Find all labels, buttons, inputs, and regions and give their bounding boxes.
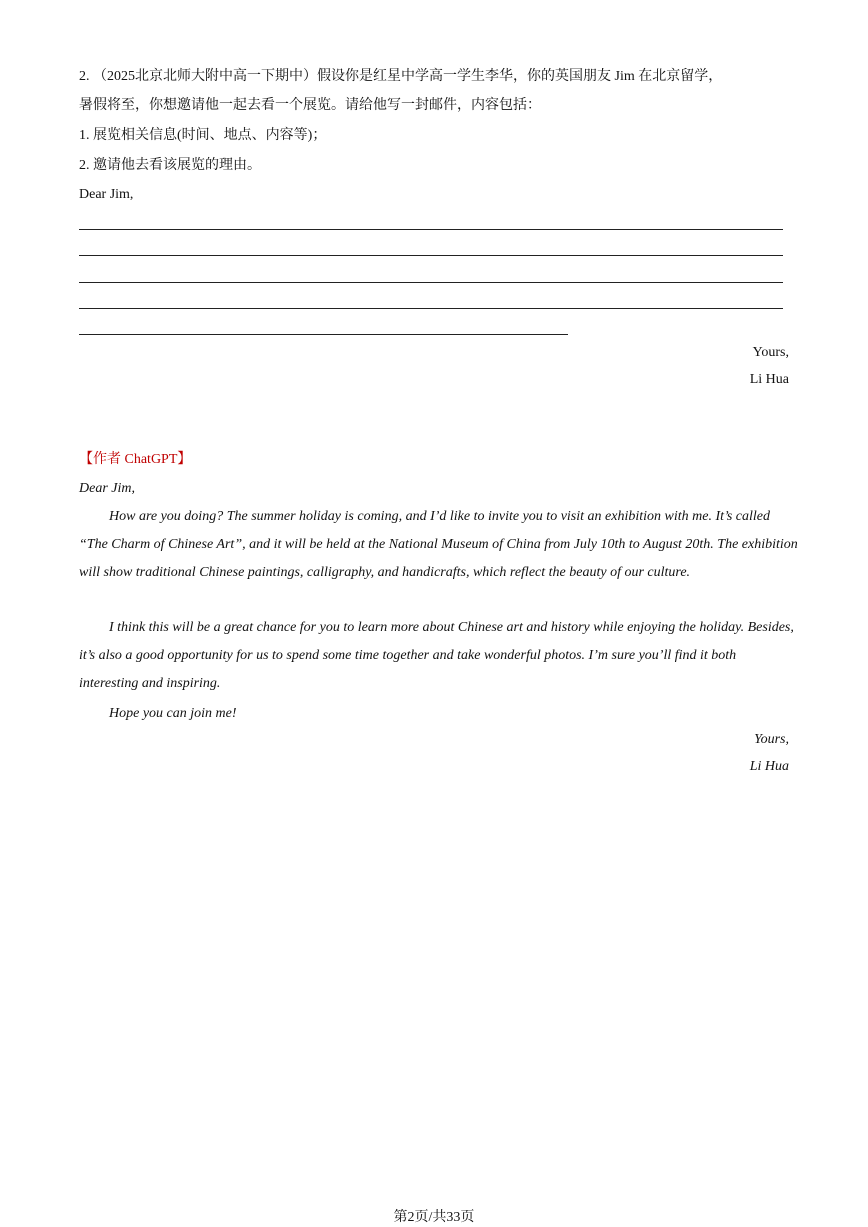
answer-paragraph-1: How are you doing? The summer holiday is coming, and I’d like to invite you to visit an exhibition with me. It’s called “The Charm of Chinese Art”, and it will be held at the National Museum of China from July 10th to August 20th. The exhibition will show traditional Chinese paintings, calligraphy, and handicrafts, which reflect the beauty of our culture. xyxy=(79,509,798,580)
answer-paragraph-2: I think this will be a great chance for you to learn more about Chinese art and history while enjoying the holiday. Besides, it’s also a good opportunity for us to spend some time together and take wonderful photos. I’m sure you’ll find it both interesting and inspiring. xyxy=(79,620,794,691)
question-point-1: 1. 展览相关信息(时间、地点、内容等)； xyxy=(79,128,327,143)
writing-line-4 xyxy=(79,308,783,309)
author-tag: 【作者 ChatGPT】 xyxy=(79,452,192,467)
answer-closing: Yours, xyxy=(754,732,789,747)
question-closing: Yours, xyxy=(752,345,789,360)
answer-paragraph-3: Hope you can join me! xyxy=(109,706,237,721)
page-number: 第2页/共33页 xyxy=(393,1210,475,1225)
writing-line-5 xyxy=(79,334,568,335)
answer-greeting: Dear Jim, xyxy=(79,481,135,496)
question-prompt-line1: 2. （2025北京北师大附中高一下期中）假设你是红星中学高一学生李华，你的英国朋友 Jim 在北京留学， xyxy=(79,69,723,84)
writing-line-1 xyxy=(79,229,783,230)
question-signature: Li Hua xyxy=(749,372,789,387)
writing-line-3 xyxy=(79,282,783,283)
question-greeting: Dear Jim, xyxy=(79,187,134,202)
question-point-2: 2. 邀请他去看该展览的理由。 xyxy=(79,158,261,173)
answer-signature: Li Hua xyxy=(749,759,789,774)
writing-line-2 xyxy=(79,255,783,256)
question-prompt-line2: 暑假将至，你想邀请他一起去看一个展览。请给他写一封邮件，内容包括： xyxy=(79,98,541,113)
